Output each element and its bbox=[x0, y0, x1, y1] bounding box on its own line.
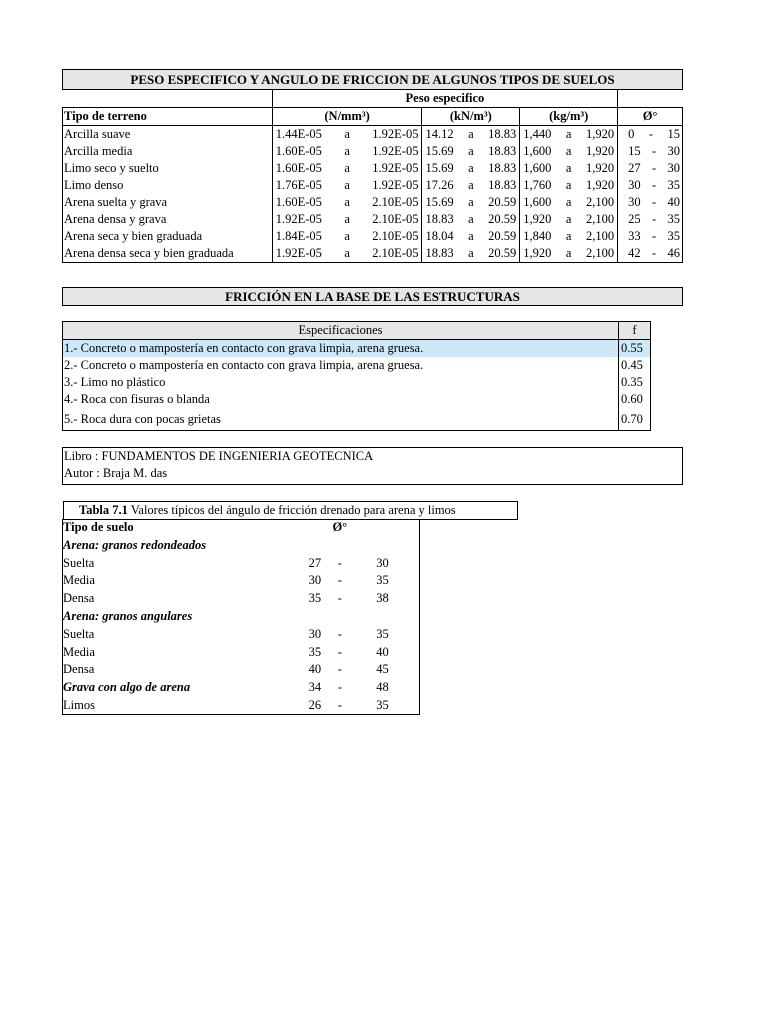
phi-low: 27 bbox=[628, 161, 641, 175]
range-low: 15.69 bbox=[425, 195, 454, 209]
phi-low: 30 bbox=[628, 195, 641, 209]
range-high: 20.59 bbox=[488, 212, 517, 226]
phi-high: 46 bbox=[667, 246, 680, 260]
range-high: 1.92E-05 bbox=[372, 178, 419, 192]
phi-dash: - bbox=[337, 573, 342, 588]
range-cell bbox=[520, 228, 618, 245]
phi-low: 30 bbox=[628, 178, 641, 192]
range-separator: a bbox=[468, 178, 474, 192]
range-cell bbox=[520, 177, 618, 194]
phi-range-cell bbox=[618, 177, 683, 194]
soil-density-name: Suelta bbox=[63, 555, 95, 570]
range-separator: a bbox=[344, 161, 350, 175]
phi-high: 40 bbox=[376, 644, 389, 659]
range-cell bbox=[422, 228, 520, 245]
phi-dash: - bbox=[651, 212, 657, 226]
range-low: 1.60E-05 bbox=[275, 144, 322, 158]
range-low: 1.76E-05 bbox=[275, 178, 322, 192]
phi-range-cell bbox=[618, 126, 683, 144]
phi-dash: - bbox=[648, 127, 654, 141]
phi-low: 27 bbox=[308, 555, 322, 570]
range-low: 1.44E-05 bbox=[275, 127, 322, 141]
range-cell bbox=[272, 126, 422, 144]
range-high: 2,100 bbox=[585, 195, 615, 209]
friction-coefficient-table bbox=[62, 321, 651, 431]
range-low: 14.12 bbox=[425, 127, 454, 141]
phi-dash: - bbox=[337, 555, 342, 570]
friction-value: 0.45 bbox=[619, 357, 651, 374]
range-separator: a bbox=[344, 212, 350, 226]
range-high: 2.10E-05 bbox=[372, 246, 419, 260]
table-row bbox=[63, 160, 683, 177]
phi-high bbox=[358, 537, 388, 555]
phi-dash: - bbox=[337, 697, 342, 712]
friction-spec: 2.- Concreto o mampostería en contacto con grava limpia, arena gruesa. bbox=[63, 357, 619, 374]
table3-body bbox=[62, 537, 419, 715]
soil-weight-friction-table bbox=[62, 69, 683, 263]
range-cell bbox=[272, 194, 422, 211]
phi-high: 35 bbox=[667, 212, 680, 226]
range-separator: a bbox=[344, 195, 350, 209]
phi-high: 35 bbox=[376, 573, 389, 588]
range-low: 1,920 bbox=[523, 246, 552, 260]
friction-row[interactable] bbox=[63, 340, 651, 358]
range-low: 1.60E-05 bbox=[275, 161, 322, 175]
phi-high: 30 bbox=[667, 161, 680, 175]
table-row bbox=[63, 211, 683, 228]
soil-density-name: Media bbox=[63, 573, 95, 588]
range-separator: a bbox=[344, 246, 350, 260]
friction-spec: 4.- Roca con fisuras o blanda bbox=[63, 391, 619, 408]
book-title: Libro : FUNDAMENTOS DE INGENIERIA GEOTECNICA bbox=[64, 449, 374, 463]
phi-high: 45 bbox=[376, 662, 389, 677]
phi-dash: - bbox=[651, 195, 657, 209]
range-high: 1.92E-05 bbox=[372, 127, 419, 141]
table-row bbox=[63, 126, 683, 144]
table-row bbox=[62, 644, 419, 662]
col-header-phi: Ø° bbox=[332, 520, 348, 534]
table-row bbox=[62, 626, 419, 644]
range-separator: a bbox=[344, 178, 350, 192]
range-low: 1.84E-05 bbox=[275, 229, 322, 243]
friction-spec: 1.- Concreto o mampostería en contacto con grava limpia, arena gruesa. bbox=[63, 340, 619, 358]
range-cell bbox=[272, 228, 422, 245]
soil-type-name: Arcilla suave bbox=[63, 126, 273, 144]
range-cell bbox=[422, 160, 520, 177]
range-low: 1.60E-05 bbox=[275, 195, 322, 209]
table-row bbox=[62, 590, 419, 608]
group-label: Grava con algo de arena bbox=[63, 680, 191, 695]
range-separator: a bbox=[565, 127, 572, 141]
phi-high: 30 bbox=[376, 555, 389, 570]
table1-body bbox=[63, 126, 683, 263]
friction-row[interactable] bbox=[63, 374, 651, 391]
table1-peso-header: Peso especifico bbox=[272, 90, 617, 108]
range-cell bbox=[422, 177, 520, 194]
range-high: 2.10E-05 bbox=[372, 212, 419, 226]
range-separator: a bbox=[468, 127, 474, 141]
table-row bbox=[62, 572, 419, 590]
range-low: 18.04 bbox=[425, 229, 454, 243]
range-cell bbox=[422, 245, 520, 263]
range-low: 18.83 bbox=[425, 212, 454, 226]
soil-density-name: Suelta bbox=[63, 626, 95, 641]
phi-range-cell bbox=[618, 194, 683, 211]
phi-low: 34 bbox=[308, 680, 322, 695]
range-high: 18.83 bbox=[488, 178, 517, 192]
soil-type-name: Arcilla media bbox=[63, 143, 273, 160]
friction-value: 0.35 bbox=[619, 374, 651, 391]
phi-high: 35 bbox=[376, 626, 389, 641]
range-low: 17.26 bbox=[425, 178, 454, 192]
range-cell bbox=[520, 245, 618, 263]
range-low: 1,600 bbox=[523, 161, 552, 175]
phi-dash bbox=[321, 608, 358, 626]
range-separator: a bbox=[468, 144, 474, 158]
range-cell bbox=[272, 177, 422, 194]
range-low: 15.69 bbox=[425, 161, 454, 175]
range-cell bbox=[520, 211, 618, 228]
phi-low bbox=[291, 608, 321, 626]
range-high: 18.83 bbox=[488, 127, 517, 141]
table-row bbox=[63, 177, 683, 194]
col-header-f: f bbox=[619, 322, 651, 340]
range-separator: a bbox=[468, 195, 474, 209]
soil-type-name: Arena densa y grava bbox=[63, 211, 273, 228]
range-high: 2,100 bbox=[585, 246, 615, 260]
table1-blank-cell bbox=[63, 90, 273, 108]
col-header-especificaciones: Especificaciones bbox=[63, 322, 619, 340]
range-separator: a bbox=[565, 212, 572, 226]
soil-density-name: Densa bbox=[63, 662, 95, 677]
phi-dash bbox=[321, 537, 358, 555]
table3-caption-number: Tabla 7.1 bbox=[79, 503, 128, 517]
phi-range-cell bbox=[618, 160, 683, 177]
range-separator: a bbox=[565, 178, 572, 192]
phi-dash: - bbox=[651, 178, 657, 192]
phi-dash: - bbox=[651, 246, 657, 260]
range-low: 1.92E-05 bbox=[275, 212, 322, 226]
phi-dash: - bbox=[337, 591, 342, 606]
phi-low: 30 bbox=[308, 626, 322, 641]
range-low: 1,760 bbox=[523, 178, 552, 192]
range-cell bbox=[272, 160, 422, 177]
range-cell bbox=[520, 143, 618, 160]
range-high: 1,920 bbox=[585, 127, 615, 141]
book-reference-box bbox=[62, 447, 683, 485]
range-high: 18.83 bbox=[488, 144, 517, 158]
phi-dash: - bbox=[337, 644, 342, 659]
phi-low: 35 bbox=[308, 644, 322, 659]
soil-type-name: Limo seco y suelto bbox=[63, 160, 273, 177]
phi-low bbox=[291, 537, 321, 555]
range-separator: a bbox=[468, 246, 474, 260]
phi-high: 35 bbox=[376, 697, 389, 712]
phi-high bbox=[358, 608, 388, 626]
book-author: Autor : Braja M. das bbox=[64, 466, 168, 480]
soil-density-name: Densa bbox=[63, 591, 95, 606]
phi-range-cell bbox=[618, 211, 683, 228]
range-high: 2,100 bbox=[585, 212, 615, 226]
range-high: 20.59 bbox=[488, 246, 517, 260]
range-high: 2.10E-05 bbox=[372, 229, 419, 243]
col-header-phi: Ø° bbox=[618, 108, 683, 126]
phi-high: 38 bbox=[376, 591, 389, 606]
range-high: 2,100 bbox=[585, 229, 615, 243]
range-separator: a bbox=[565, 229, 572, 243]
table1-title: PESO ESPECIFICO Y ANGULO DE FRICCION DE ALGUNOS TIPOS DE SUELOS bbox=[63, 70, 683, 90]
drained-friction-angle-table bbox=[62, 519, 419, 715]
phi-low: 15 bbox=[628, 144, 641, 158]
range-cell bbox=[520, 194, 618, 211]
range-cell bbox=[422, 126, 520, 144]
phi-dash: - bbox=[337, 662, 342, 677]
table-row bbox=[62, 661, 419, 679]
phi-low: 26 bbox=[308, 697, 322, 712]
col-header-terreno: Tipo de terreno bbox=[63, 108, 273, 126]
range-high: 1.92E-05 bbox=[372, 161, 419, 175]
range-low: 1,600 bbox=[523, 195, 552, 209]
soil-type-name: Arena densa seca y bien graduada bbox=[63, 245, 273, 263]
phi-dash: - bbox=[337, 680, 342, 695]
range-high: 1,920 bbox=[585, 144, 615, 158]
table-row bbox=[63, 194, 683, 211]
phi-low: 40 bbox=[308, 662, 322, 677]
soil-type-name: Limo denso bbox=[63, 177, 273, 194]
soil-type-name: Arena suelta y grava bbox=[63, 194, 273, 211]
phi-high: 15 bbox=[667, 127, 680, 141]
range-separator: a bbox=[468, 212, 474, 226]
soil-density-name: Media bbox=[63, 644, 95, 659]
range-cell bbox=[422, 143, 520, 160]
phi-low: 42 bbox=[628, 246, 641, 260]
group-label: Arena: granos redondeados bbox=[63, 537, 207, 552]
range-separator: a bbox=[565, 195, 572, 209]
table-row bbox=[62, 697, 419, 715]
range-high: 2.10E-05 bbox=[372, 195, 419, 209]
table3-caption-text: Valores típicos del ángulo de fricción drenado para arena y limos bbox=[127, 503, 456, 517]
range-low: 1,840 bbox=[523, 229, 552, 243]
range-cell bbox=[272, 211, 422, 228]
friction-value: 0.55 bbox=[619, 340, 651, 358]
col-header-tipo-suelo: Tipo de suelo bbox=[63, 520, 134, 534]
phi-dash: - bbox=[651, 144, 657, 158]
table1-blank-cell bbox=[618, 90, 683, 108]
range-cell bbox=[520, 160, 618, 177]
range-high: 1,920 bbox=[585, 161, 615, 175]
friction-value: 0.60 bbox=[619, 391, 651, 408]
col-header-nmm: (N/mm³) bbox=[272, 108, 422, 126]
phi-high: 40 bbox=[667, 195, 680, 209]
phi-low: 33 bbox=[628, 229, 641, 243]
friction-row[interactable] bbox=[63, 408, 651, 431]
phi-high: 35 bbox=[667, 229, 680, 243]
range-separator: a bbox=[565, 161, 572, 175]
soil-type-name: Arena seca y bien graduada bbox=[63, 228, 273, 245]
phi-low: 0 bbox=[628, 127, 635, 141]
phi-dash: - bbox=[651, 229, 657, 243]
friction-row[interactable] bbox=[63, 357, 651, 374]
table-row bbox=[63, 143, 683, 160]
range-cell bbox=[520, 126, 618, 144]
phi-low: 35 bbox=[308, 591, 322, 606]
range-separator: a bbox=[344, 127, 350, 141]
friction-spec: 5.- Roca dura con pocas grietas bbox=[63, 408, 619, 431]
table-row bbox=[63, 228, 683, 245]
phi-high: 48 bbox=[376, 680, 389, 695]
range-high: 1,920 bbox=[585, 178, 615, 192]
phi-dash: - bbox=[651, 161, 657, 175]
col-header-knm: (kN/m³) bbox=[422, 108, 520, 126]
col-header-kgm: (kg/m³) bbox=[520, 108, 618, 126]
phi-low: 30 bbox=[308, 573, 322, 588]
friction-section-banner: FRICCIÓN EN LA BASE DE LAS ESTRUCTURAS bbox=[62, 287, 683, 306]
group-row bbox=[62, 537, 419, 555]
table-row bbox=[62, 555, 419, 573]
range-low: 18.83 bbox=[425, 246, 454, 260]
range-separator: a bbox=[468, 229, 474, 243]
range-cell bbox=[422, 211, 520, 228]
range-separator: a bbox=[344, 144, 350, 158]
table2-body bbox=[63, 340, 651, 431]
table-row bbox=[63, 245, 683, 263]
range-separator: a bbox=[344, 229, 350, 243]
friction-value: 0.70 bbox=[619, 408, 651, 431]
friction-spec: 3.- Limo no plástico bbox=[63, 374, 619, 391]
range-cell bbox=[272, 245, 422, 263]
range-cell bbox=[272, 143, 422, 160]
phi-dash: - bbox=[337, 626, 342, 641]
soil-density-name: Limos bbox=[63, 697, 95, 712]
phi-high: 35 bbox=[667, 178, 680, 192]
range-high: 20.59 bbox=[488, 195, 517, 209]
group-row bbox=[62, 608, 419, 626]
friction-row[interactable] bbox=[63, 391, 651, 408]
phi-high: 30 bbox=[667, 144, 680, 158]
range-separator: a bbox=[468, 161, 474, 175]
range-separator: a bbox=[565, 144, 572, 158]
range-high: 20.59 bbox=[488, 229, 517, 243]
phi-low: 25 bbox=[628, 212, 641, 226]
range-separator: a bbox=[565, 246, 572, 260]
range-low: 1,600 bbox=[523, 144, 552, 158]
group-row bbox=[62, 679, 419, 697]
range-high: 18.83 bbox=[488, 161, 517, 175]
phi-range-cell bbox=[618, 143, 683, 160]
range-low: 1,440 bbox=[523, 127, 552, 141]
table3-header-rule bbox=[62, 519, 418, 520]
range-low: 1.92E-05 bbox=[275, 246, 322, 260]
table3-caption bbox=[63, 501, 518, 520]
range-cell bbox=[422, 194, 520, 211]
phi-range-cell bbox=[618, 228, 683, 245]
range-low: 15.69 bbox=[425, 144, 454, 158]
group-label: Arena: granos angulares bbox=[63, 608, 193, 623]
range-low: 1,920 bbox=[523, 212, 552, 226]
range-high: 1.92E-05 bbox=[372, 144, 419, 158]
phi-range-cell bbox=[618, 245, 683, 263]
